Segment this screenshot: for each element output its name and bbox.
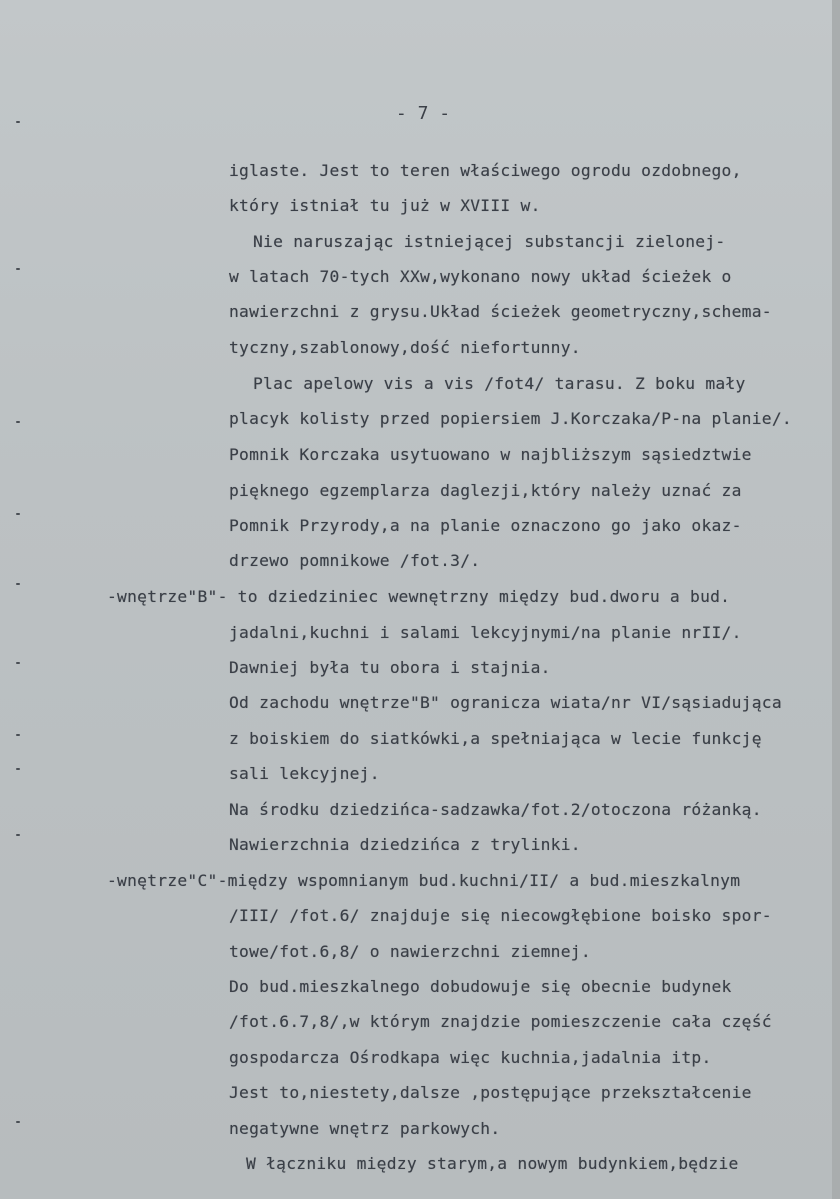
margin-mark xyxy=(16,268,20,270)
text-line: tyczny,szablonowy,dość niefortunny. xyxy=(229,338,581,357)
margin-mark xyxy=(16,662,20,664)
text-line: pięknego egzemplarza daglezji,który należy uznać za xyxy=(229,481,742,500)
text-line: Plac apelowy vis a vis /fot4/ tarasu. Z boku mały xyxy=(253,374,746,393)
text-line: Nawierzchnia dziedzińca z trylinki. xyxy=(229,835,581,854)
text-line: drzewo pomnikowe /fot.3/. xyxy=(229,551,481,570)
margin-mark xyxy=(16,734,20,736)
text-line: negatywne wnętrz parkowych. xyxy=(229,1119,501,1138)
margin-mark xyxy=(16,1121,20,1123)
text-line: jadalni,kuchni i salami lekcyjnymi/na planie nrII/. xyxy=(229,623,742,642)
text-line: iglaste. Jest to teren właściwego ogrodu ozdobnego, xyxy=(229,161,742,180)
text-line: Pomnik Przyrody,a na planie oznaczono go jako okaz- xyxy=(229,516,742,535)
page-number: - 7 - xyxy=(395,103,451,124)
margin-mark xyxy=(16,834,20,836)
text-line: -wnętrze"B"- to dziedziniec wewnętrzny między bud.dworu a bud. xyxy=(107,587,731,606)
text-line: Dawniej była tu obora i stajnia. xyxy=(229,658,551,677)
text-line: Na środku dziedzińca-sadzawka/fot.2/otoczona różanką. xyxy=(229,800,762,819)
text-line: /III/ /fot.6/ znajduje się niecowgłębione boisko spor- xyxy=(229,906,772,925)
margin-mark xyxy=(16,513,20,515)
text-line: Od zachodu wnętrze"B" ogranicza wiata/nr VI/sąsiadująca xyxy=(229,693,782,712)
text-line: Do bud.mieszkalnego dobudowuje się obecnie budynek xyxy=(229,977,732,996)
page-edge xyxy=(832,0,840,1199)
text-line: -wnętrze"C"-między wspomnianym bud.kuchni/II/ a bud.mieszkalnym xyxy=(107,871,741,890)
text-line: Pomnik Korczaka usytuowano w najbliższym sąsiedztwie xyxy=(229,445,752,464)
margin-mark xyxy=(16,768,20,770)
text-line: Nie naruszając istniejącej substancji zielonej- xyxy=(253,232,726,251)
text-line: placyk kolisty przed popiersiem J.Korczaka/P-na planie/. xyxy=(229,409,792,428)
text-line: nawierzchni z grysu.Układ ścieżek geometryczny,schema- xyxy=(229,302,772,321)
margin-mark xyxy=(16,583,20,585)
text-line: towe/fot.6,8/ o nawierzchni ziemnej. xyxy=(229,942,591,961)
text-line: w latach 70-tych XXw,wykonano nowy układ ścieżek o xyxy=(229,267,732,286)
text-line: gospodarcza Ośrodkapa więc kuchnia,jadalnia itp. xyxy=(229,1048,712,1067)
text-line: W łączniku między starym,a nowym budynkiem,będzie xyxy=(246,1154,739,1173)
text-line: który istniał tu już w XVIII w. xyxy=(229,196,541,215)
text-line: /fot.6.7,8/,w którym znajdzie pomieszczenie cała część xyxy=(229,1012,772,1031)
text-line: Jest to,niestety,dalsze ,postępujące przekształcenie xyxy=(229,1083,752,1102)
text-line: sali lekcyjnej. xyxy=(229,764,380,783)
margin-mark xyxy=(16,421,20,423)
text-line: z boiskiem do siatkówki,a spełniająca w lecie funkcję xyxy=(229,729,762,748)
